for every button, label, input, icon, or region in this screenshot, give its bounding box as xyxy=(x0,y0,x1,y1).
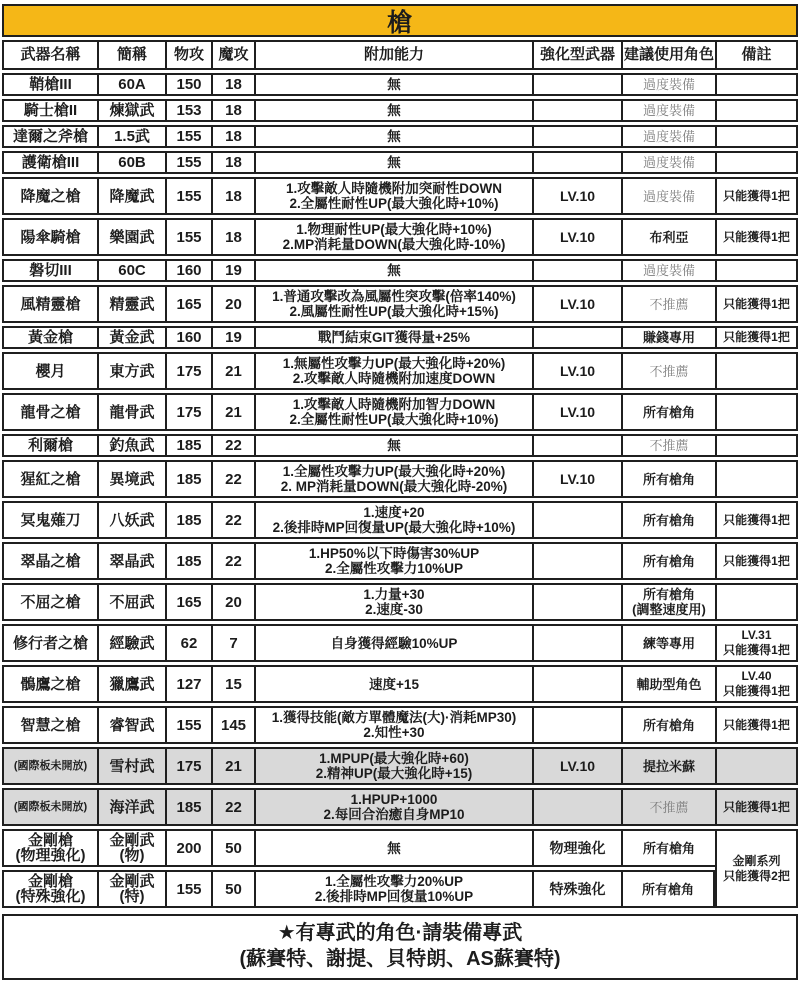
magic-atk-cell: 22 xyxy=(211,460,254,498)
recommended-role-cell: 所有槍角 (調整速度用) xyxy=(621,583,715,621)
table-row xyxy=(2,624,798,662)
recommended-role-cell: 不推薦 xyxy=(621,352,715,390)
ability-cell: 1.攻擊敵人時隨機附加智力DOWN 2.全屬性耐性UP(最大強化時+10%) xyxy=(254,393,532,431)
note-cell: LV.40 只能獲得1把 xyxy=(715,665,798,703)
ability-cell: 速度+15 xyxy=(254,665,532,703)
weapon-name-cell: 鶻鷹之槍 xyxy=(2,665,97,703)
phys-atk-cell: 200 xyxy=(165,829,211,867)
ability-cell: 1.物理耐性UP(最大強化時+10%) 2.MP消耗量DOWN(最大強化時-10%) xyxy=(254,218,532,256)
weapon-name-cell: 風精靈槍 xyxy=(2,285,97,323)
enhance-type-cell xyxy=(532,125,621,148)
phys-atk-cell: 150 xyxy=(165,73,211,96)
phys-atk-cell: 153 xyxy=(165,99,211,122)
phys-atk-cell: 185 xyxy=(165,434,211,457)
magic-atk-cell: 22 xyxy=(211,542,254,580)
phys-atk-cell: 185 xyxy=(165,460,211,498)
abbr-cell: 睿智武 xyxy=(97,706,165,744)
enhance-type-cell: LV.10 xyxy=(532,460,621,498)
phys-atk-cell: 155 xyxy=(165,151,211,174)
note-cell xyxy=(715,583,798,621)
note-cell: 只能獲得1把 xyxy=(715,788,798,826)
weapon-name-cell: 降魔之槍 xyxy=(2,177,97,215)
weapon-name-cell: 陽傘騎槍 xyxy=(2,218,97,256)
note-cell xyxy=(715,125,798,148)
note-cell xyxy=(715,73,798,96)
recommended-role-cell: 所有槍角 xyxy=(621,829,715,867)
abbr-cell: 不屈武 xyxy=(97,583,165,621)
recommended-role-cell: 過度裝備 xyxy=(621,177,715,215)
weapon-name-cell: 櫻月 xyxy=(2,352,97,390)
ability-cell: 1.力量+30 2.速度-30 xyxy=(254,583,532,621)
table-row xyxy=(2,73,798,96)
ability-cell: 1.攻擊敵人時隨機附加突耐性DOWN 2.全屬性耐性UP(最大強化時+10%) xyxy=(254,177,532,215)
ability-cell: 自身獲得經驗10%UP xyxy=(254,624,532,662)
recommended-role-cell: 所有槍角 xyxy=(621,460,715,498)
note-cell: 金剛系列 只能獲得2把 xyxy=(715,829,798,908)
phys-atk-cell: 155 xyxy=(165,177,211,215)
note-cell: 只能獲得1把 xyxy=(715,501,798,539)
enhance-type-cell xyxy=(532,624,621,662)
ability-cell: 1.HP50%以下時傷害30%UP 2.全屬性攻擊力10%UP xyxy=(254,542,532,580)
magic-atk-cell: 19 xyxy=(211,326,254,349)
recommended-role-cell: 過度裝備 xyxy=(621,73,715,96)
enhance-type-cell xyxy=(532,665,621,703)
enhance-type-cell xyxy=(532,73,621,96)
ability-cell: 1.HPUP+1000 2.每回合治癒自身MP10 xyxy=(254,788,532,826)
abbr-cell: 黃金武 xyxy=(97,326,165,349)
magic-atk-cell: 21 xyxy=(211,747,254,785)
ability-cell: 無 xyxy=(254,434,532,457)
phys-atk-cell: 175 xyxy=(165,352,211,390)
enhance-type-cell: LV.10 xyxy=(532,218,621,256)
phys-atk-cell: 160 xyxy=(165,259,211,282)
note-cell xyxy=(715,151,798,174)
table-row xyxy=(2,583,798,621)
ability-cell: 無 xyxy=(254,125,532,148)
magic-atk-cell: 50 xyxy=(211,870,254,908)
magic-atk-cell: 18 xyxy=(211,99,254,122)
table-header-row xyxy=(2,40,798,70)
abbr-cell: 翠晶武 xyxy=(97,542,165,580)
recommended-role-cell: 提拉米蘇 xyxy=(621,747,715,785)
weapon-name-cell: 智慧之槍 xyxy=(2,706,97,744)
note-cell: LV.31 只能獲得1把 xyxy=(715,624,798,662)
recommended-role-cell: 過度裝備 xyxy=(621,151,715,174)
phys-atk-cell: 160 xyxy=(165,326,211,349)
recommended-role-cell: 過度裝備 xyxy=(621,99,715,122)
note-cell: 只能獲得1把 xyxy=(715,177,798,215)
abbr-cell: 異境武 xyxy=(97,460,165,498)
magic-atk-cell: 15 xyxy=(211,665,254,703)
magic-atk-cell: 18 xyxy=(211,151,254,174)
table-row xyxy=(2,829,798,867)
ability-cell: 1.獲得技能(敵方單體魔法(大)·消耗MP30) 2.知性+30 xyxy=(254,706,532,744)
phys-atk-cell: 155 xyxy=(165,218,211,256)
abbr-cell: 釣魚武 xyxy=(97,434,165,457)
page-title: 槍 xyxy=(2,4,798,37)
enhance-type-cell: 物理強化 xyxy=(532,829,621,867)
weapon-name-cell: 黃金槍 xyxy=(2,326,97,349)
phys-atk-cell: 127 xyxy=(165,665,211,703)
enhance-type-cell: LV.10 xyxy=(532,177,621,215)
col-header-abbr: 簡稱 xyxy=(97,40,165,70)
table-row xyxy=(2,542,798,580)
abbr-cell: 60A xyxy=(97,73,165,96)
weapon-name-cell: 金剛槍 (物理強化) xyxy=(2,829,97,867)
recommended-role-cell: 所有槍角 xyxy=(621,870,715,908)
note-cell xyxy=(715,460,798,498)
abbr-cell: 經驗武 xyxy=(97,624,165,662)
footer-line-2: (蘇賽特、謝提、貝特朗、AS蘇賽特) xyxy=(239,948,561,970)
note-cell: 只能獲得1把 xyxy=(715,218,798,256)
enhance-type-cell xyxy=(532,434,621,457)
table-row xyxy=(2,706,798,744)
enhance-type-cell xyxy=(532,326,621,349)
weapon-name-cell: 不屈之槍 xyxy=(2,583,97,621)
col-header-enhance-type: 強化型武器 xyxy=(532,40,621,70)
phys-atk-cell: 175 xyxy=(165,747,211,785)
table-row xyxy=(2,285,798,323)
weapon-name-cell: (國際板未開放) xyxy=(2,788,97,826)
phys-atk-cell: 185 xyxy=(165,542,211,580)
phys-atk-cell: 185 xyxy=(165,788,211,826)
magic-atk-cell: 18 xyxy=(211,218,254,256)
weapon-name-cell: 達爾之斧槍 xyxy=(2,125,97,148)
enhance-type-cell: LV.10 xyxy=(532,352,621,390)
recommended-role-cell: 所有槍角 xyxy=(621,542,715,580)
note-cell xyxy=(715,434,798,457)
recommended-role-cell: 所有槍角 xyxy=(621,706,715,744)
weapon-name-cell: 冥鬼薙刀 xyxy=(2,501,97,539)
magic-atk-cell: 18 xyxy=(211,73,254,96)
phys-atk-cell: 165 xyxy=(165,285,211,323)
phys-atk-cell: 185 xyxy=(165,501,211,539)
magic-atk-cell: 20 xyxy=(211,285,254,323)
abbr-cell: 東方武 xyxy=(97,352,165,390)
weapon-name-cell: 金剛槍 (特殊強化) xyxy=(2,870,97,908)
weapon-table xyxy=(2,37,798,911)
abbr-cell: 精靈武 xyxy=(97,285,165,323)
enhance-type-cell xyxy=(532,583,621,621)
phys-atk-cell: 175 xyxy=(165,393,211,431)
ability-cell: 1.全屬性攻擊力20%UP 2.後排時MP回復量10%UP xyxy=(254,870,532,908)
abbr-cell: 60C xyxy=(97,259,165,282)
abbr-cell: 金剛武 (特) xyxy=(97,870,165,908)
abbr-cell: 煉獄武 xyxy=(97,99,165,122)
note-cell: 只能獲得1把 xyxy=(715,326,798,349)
abbr-cell: 獵鷹武 xyxy=(97,665,165,703)
note-cell xyxy=(715,99,798,122)
magic-atk-cell: 22 xyxy=(211,434,254,457)
enhance-type-cell xyxy=(532,151,621,174)
col-header-ability: 附加能力 xyxy=(254,40,532,70)
magic-atk-cell: 21 xyxy=(211,352,254,390)
table-row xyxy=(2,460,798,498)
table-row xyxy=(2,259,798,282)
ability-cell: 1.全屬性攻擊力UP(最大強化時+20%) 2. MP消耗量DOWN(最大強化時-20%) xyxy=(254,460,532,498)
note-cell: 只能獲得1把 xyxy=(715,542,798,580)
magic-atk-cell: 50 xyxy=(211,829,254,867)
col-header-phys-atk: 物攻 xyxy=(165,40,211,70)
ability-cell: 無 xyxy=(254,99,532,122)
note-cell xyxy=(715,393,798,431)
ability-cell: 無 xyxy=(254,829,532,867)
weapon-name-cell: 護衛槍III xyxy=(2,151,97,174)
magic-atk-cell: 22 xyxy=(211,788,254,826)
ability-cell: 1.普通攻擊改為風屬性突攻擊(倍率140%) 2.風屬性耐性UP(最大強化時+15%) xyxy=(254,285,532,323)
ability-cell: 戰鬥結束GIT獲得量+25% xyxy=(254,326,532,349)
table-row xyxy=(2,326,798,349)
abbr-cell: 八妖武 xyxy=(97,501,165,539)
abbr-cell: 1.5武 xyxy=(97,125,165,148)
magic-atk-cell: 22 xyxy=(211,501,254,539)
note-cell xyxy=(715,259,798,282)
weapon-name-cell: 龍骨之槍 xyxy=(2,393,97,431)
enhance-type-cell: LV.10 xyxy=(532,285,621,323)
phys-atk-cell: 165 xyxy=(165,583,211,621)
table-row xyxy=(2,434,798,457)
enhance-type-cell xyxy=(532,706,621,744)
weapon-name-cell: 猩紅之槍 xyxy=(2,460,97,498)
weapon-name-cell: 修行者之槍 xyxy=(2,624,97,662)
abbr-cell: 60B xyxy=(97,151,165,174)
ability-cell: 無 xyxy=(254,259,532,282)
enhance-type-cell: LV.10 xyxy=(532,393,621,431)
ability-cell: 1.MPUP(最大強化時+60) 2.精神UP(最大強化時+15) xyxy=(254,747,532,785)
col-header-weapon-name: 武器名稱 xyxy=(2,40,97,70)
phys-atk-cell: 155 xyxy=(165,706,211,744)
enhance-type-cell xyxy=(532,501,621,539)
ability-cell: 無 xyxy=(254,151,532,174)
recommended-role-cell: 布利亞 xyxy=(621,218,715,256)
weapon-name-cell: 鞘槍III xyxy=(2,73,97,96)
enhance-type-cell: LV.10 xyxy=(532,747,621,785)
ability-cell: 1.無屬性攻擊力UP(最大強化時+20%) 2.攻擊敵人時隨機附加速度DOWN xyxy=(254,352,532,390)
table-row xyxy=(2,665,798,703)
note-cell xyxy=(715,747,798,785)
enhance-type-cell: 特殊強化 xyxy=(532,870,621,908)
note-cell: 只能獲得1把 xyxy=(715,285,798,323)
weapon-name-cell: 翠晶之槍 xyxy=(2,542,97,580)
ability-cell: 1.速度+20 2.後排時MP回復量UP(最大強化時+10%) xyxy=(254,501,532,539)
recommended-role-cell: 過度裝備 xyxy=(621,125,715,148)
phys-atk-cell: 62 xyxy=(165,624,211,662)
recommended-role-cell: 輔助型角色 xyxy=(621,665,715,703)
weapon-name-cell: 騎士槍II xyxy=(2,99,97,122)
enhance-type-cell xyxy=(532,542,621,580)
magic-atk-cell: 18 xyxy=(211,125,254,148)
magic-atk-cell: 7 xyxy=(211,624,254,662)
note-cell xyxy=(715,352,798,390)
col-header-magic-atk: 魔攻 xyxy=(211,40,254,70)
weapon-name-cell: (國際板未開放) xyxy=(2,747,97,785)
recommended-role-cell: 所有槍角 xyxy=(621,393,715,431)
abbr-cell: 龍骨武 xyxy=(97,393,165,431)
phys-atk-cell: 155 xyxy=(165,870,211,908)
recommended-role-cell: 賺錢專用 xyxy=(621,326,715,349)
table-row xyxy=(2,870,798,908)
enhance-type-cell xyxy=(532,788,621,826)
abbr-cell: 金剛武 (物) xyxy=(97,829,165,867)
magic-atk-cell: 20 xyxy=(211,583,254,621)
recommended-role-cell: 練等專用 xyxy=(621,624,715,662)
table-row xyxy=(2,99,798,122)
recommended-role-cell: 不推薦 xyxy=(621,788,715,826)
footer-line-1: ★有專武的角色·請裝備專武 xyxy=(277,922,523,944)
abbr-cell: 雪村武 xyxy=(97,747,165,785)
recommended-role-cell: 所有槍角 xyxy=(621,501,715,539)
magic-atk-cell: 145 xyxy=(211,706,254,744)
footer-note xyxy=(2,914,798,980)
table-row xyxy=(2,747,798,785)
abbr-cell: 樂園武 xyxy=(97,218,165,256)
magic-atk-cell: 18 xyxy=(211,177,254,215)
weapon-name-cell: 利爾槍 xyxy=(2,434,97,457)
abbr-cell: 降魔武 xyxy=(97,177,165,215)
enhance-type-cell xyxy=(532,259,621,282)
recommended-role-cell: 不推薦 xyxy=(621,434,715,457)
table-row xyxy=(2,393,798,431)
phys-atk-cell: 155 xyxy=(165,125,211,148)
magic-atk-cell: 19 xyxy=(211,259,254,282)
table-row xyxy=(2,218,798,256)
ability-cell: 無 xyxy=(254,73,532,96)
weapon-name-cell: 磐切III xyxy=(2,259,97,282)
table-row xyxy=(2,501,798,539)
col-header-notes: 備註 xyxy=(715,40,798,70)
magic-atk-cell: 21 xyxy=(211,393,254,431)
table-row xyxy=(2,125,798,148)
abbr-cell: 海洋武 xyxy=(97,788,165,826)
table-row xyxy=(2,788,798,826)
recommended-role-cell: 不推薦 xyxy=(621,285,715,323)
note-cell: 只能獲得1把 xyxy=(715,706,798,744)
table-row xyxy=(2,177,798,215)
col-header-recommended-role: 建議使用角色 xyxy=(621,40,715,70)
weapon-table-body xyxy=(2,73,798,908)
recommended-role-cell: 過度裝備 xyxy=(621,259,715,282)
table-row xyxy=(2,352,798,390)
enhance-type-cell xyxy=(532,99,621,122)
table-row xyxy=(2,151,798,174)
